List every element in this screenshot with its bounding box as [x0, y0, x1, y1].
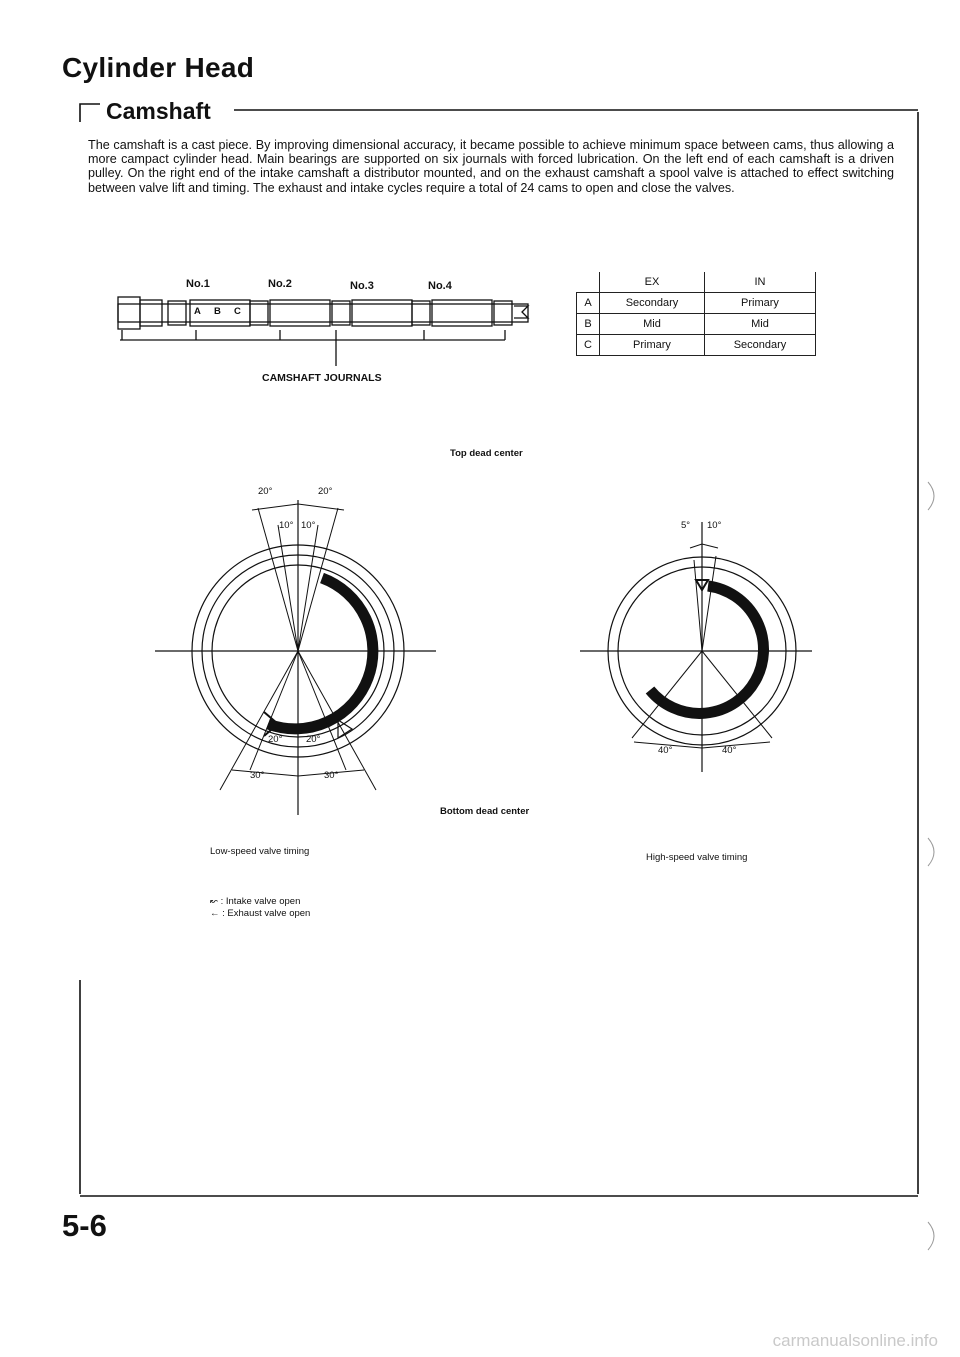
low-top-inner-left: 10°: [279, 520, 294, 531]
table-header-ex: EX: [600, 272, 705, 293]
intake-arrow-icon: ↜: [210, 896, 218, 907]
table-row: B Mid Mid: [577, 314, 816, 335]
cylinder-label-2: No.2: [268, 278, 292, 290]
low-bottom-outer-right: 30°: [324, 770, 339, 781]
cam-letter-b: B: [214, 306, 221, 317]
high-bottom-right: 40°: [722, 745, 737, 756]
tdc-label: Top dead center: [450, 448, 523, 459]
watermark: carmanualsonline.info: [772, 1331, 938, 1350]
low-bottom-outer-left: 30°: [250, 770, 265, 781]
low-top-inner-right: 10°: [301, 520, 316, 531]
low-bottom-inner-right: 20°: [306, 734, 321, 745]
exhaust-arrow-icon: ←: [210, 908, 220, 919]
table-row: C Primary Secondary: [577, 335, 816, 356]
low-bottom-inner-left: 20°: [268, 734, 283, 745]
table-row: A Secondary Primary: [577, 293, 816, 314]
legend-intake: ↜ : Intake valve open: [210, 896, 301, 907]
high-top-left: 5°: [681, 520, 691, 531]
high-top-right: 10°: [707, 520, 722, 531]
low-top-outer-right: 20°: [318, 486, 333, 497]
high-speed-diagram: [580, 522, 812, 772]
bdc-label: Bottom dead center: [440, 806, 530, 817]
cam-assignment-table: [576, 272, 816, 356]
table-header-row: [577, 272, 816, 293]
camshaft-drawing: [118, 297, 528, 366]
cylinder-label-1: No.1: [186, 278, 210, 290]
page-number: 5-6: [62, 1208, 107, 1243]
cam-letter-c: C: [234, 306, 241, 317]
binding-marks: [928, 482, 934, 1250]
journals-label: CAMSHAFT JOURNALS: [262, 372, 382, 384]
cylinder-label-4: No.4: [428, 280, 452, 292]
legend-exhaust: ← : Exhaust valve open: [210, 908, 311, 919]
low-top-outer-left: 20°: [258, 486, 273, 497]
high-speed-caption: High-speed valve timing: [646, 852, 748, 863]
cam-letter-a: A: [194, 306, 201, 317]
intro-paragraph: The camshaft is a cast piece. By improving dimensional accuracy, it became possible to achieve minimum space between cams, thus allowing a more campact cylinder head. Main bearings are supported on six journals with forced lubrication. On the left end of each camshaft is a driven pulley. On the right end of the intake camshaft a distributor mounted, and on the exhaust camshaft a spool valve is attached to effect switching between valve lift and timing. The exhaust and intake cycles require a total of 24 cams to open and close the valves.: [88, 138, 894, 195]
low-speed-caption: Low-speed valve timing: [210, 846, 310, 857]
page-title: Cylinder Head: [62, 52, 255, 83]
cylinder-label-3: No.3: [350, 280, 374, 292]
table-header-in: IN: [705, 272, 816, 293]
low-speed-diagram: [155, 500, 436, 815]
section-rule: [80, 104, 918, 122]
section-title: Camshaft: [106, 98, 211, 124]
high-bottom-left: 40°: [658, 745, 673, 756]
